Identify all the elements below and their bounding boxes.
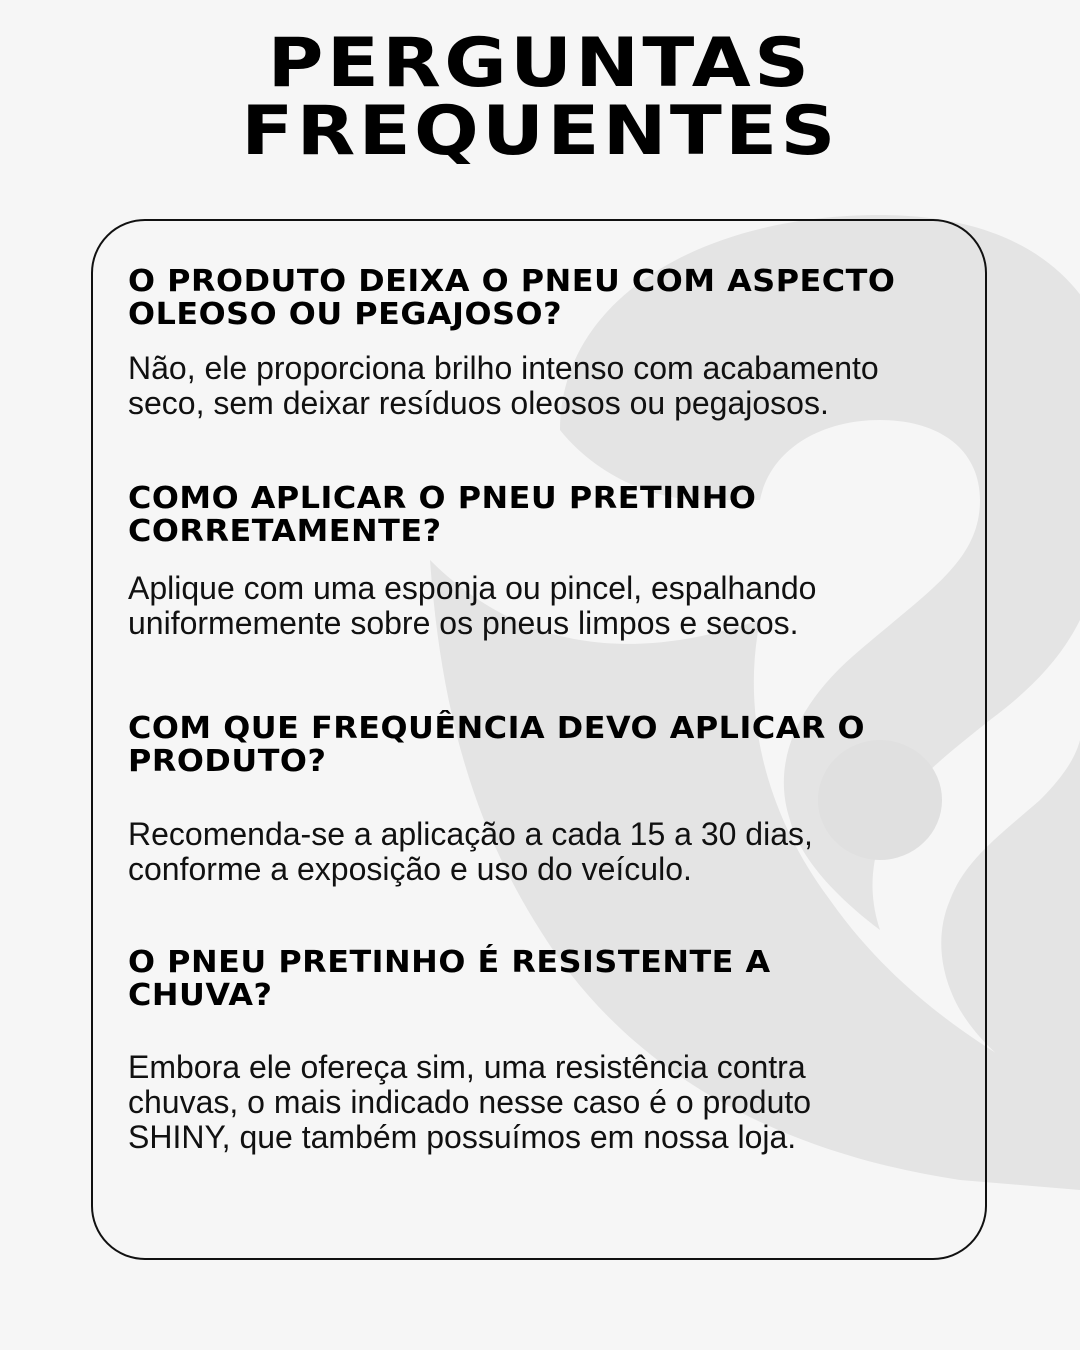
faq-question-3: [128, 712, 1029, 778]
faq-question-4: [128, 946, 1029, 1012]
faq-answer-3-line-2: conforme a exposição e uso do veículo.: [128, 851, 692, 887]
faq-item-3: [128, 712, 978, 887]
faq-item-1: [128, 265, 978, 421]
faq-item-4: [128, 946, 978, 1155]
faq-question-2: [128, 482, 1029, 548]
page-title-line-2: FREQUENTES: [241, 92, 839, 171]
page-title: [0, 24, 1080, 171]
faq-question-3-line-2: PRODUTO?: [128, 744, 327, 779]
faq-question-1-line-2: OLEOSO OU PEGAJOSO?: [128, 297, 563, 332]
faq-answer-4-line-2: chuvas, o mais indicado nesse caso é o produto: [128, 1084, 812, 1120]
faq-question-2-line-2: CORRETAMENTE?: [128, 514, 442, 549]
faq-answer-1-line-2: seco, sem deixar resíduos oleosos ou pegajosos.: [128, 385, 829, 421]
faq-answer-2-line-2: uniformemente sobre os pneus limpos e secos.: [128, 605, 799, 641]
faq-answer-4: [128, 1050, 978, 1155]
faq-question-1-line-1: O PRODUTO DEIXA O PNEU COM ASPECTO: [128, 264, 896, 299]
faq-question-3-line-1: COM QUE FREQUÊNCIA DEVO APLICAR O: [128, 711, 866, 746]
faq-answer-3: [128, 817, 978, 887]
faq-answer-2-line-1: Aplique com uma esponja ou pincel, espalhando: [128, 570, 817, 606]
faq-answer-4-line-1: Embora ele ofereça sim, uma resistência contra: [128, 1049, 806, 1085]
faq-question-2-line-1: COMO APLICAR O PNEU PRETINHO: [128, 481, 757, 516]
faq-item-2: [128, 482, 978, 641]
faq-question-1: [128, 265, 1029, 331]
faq-answer-2: [128, 571, 978, 641]
faq-question-4-line-2: CHUVA?: [128, 978, 273, 1013]
faq-answer-1: [128, 351, 978, 421]
faq-question-4-line-1: O PNEU PRETINHO É RESISTENTE A: [128, 945, 771, 980]
faq-answer-4-line-3: SHINY, que também possuímos em nossa loja.: [128, 1119, 797, 1155]
faq-answer-1-line-1: Não, ele proporciona brilho intenso com acabamento: [128, 350, 879, 386]
faq-answer-3-line-1: Recomenda-se a aplicação a cada 15 a 30 dias,: [128, 816, 813, 852]
page-title-line-1: PERGUNTAS: [267, 24, 813, 103]
